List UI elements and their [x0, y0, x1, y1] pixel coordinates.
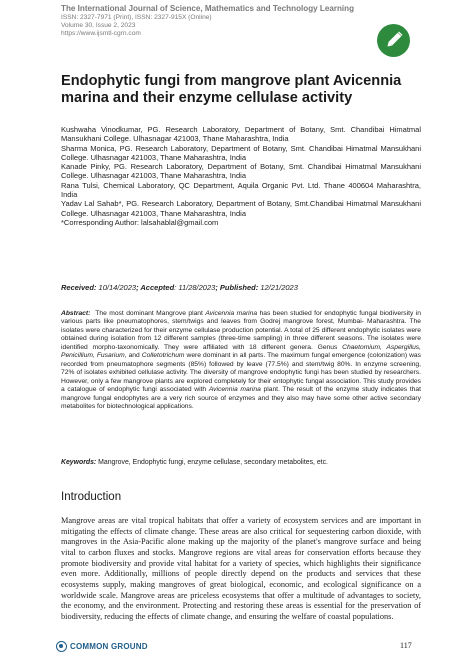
published-label: Published:: [219, 283, 259, 292]
keywords-label: Keywords:: [61, 459, 97, 466]
article-dates: Received: 10/14/2023; Accepted: 11/28/2023; Published: 12/21/2023: [61, 283, 298, 292]
article-title: Endophytic fungi from mangrove plant Avicennia marina and their enzyme cellulase activity: [61, 73, 402, 106]
publisher-logo: [56, 641, 148, 652]
accepted-date: 11/28/2023: [178, 283, 216, 292]
author-affiliation: Yadav Lal Sahab*, PG. Research Laboratory, Department of Botany, Smt.Chandibai Himatmal Mansukhani College. Ulhasnagar 421003, Thane Maharashtra, India: [61, 199, 421, 218]
journal-issn: ISSN: 2327-7971 (Print), ISSN: 2327-915X (Online): [61, 14, 212, 21]
abstract-genera: Chaetomium, Aspergillus, Penicillium, Fusarium,: [61, 343, 421, 360]
pencil-icon: [377, 24, 410, 57]
abstract-species: Avicennia marina: [205, 310, 258, 317]
journal-header: [61, 4, 381, 38]
abstract-text: were dominant in all parts. The maximum fungal emergence (colonization) was recorded from pneumatophore segments (85%) followed by leave (77.5%) and stem/twig 80%. In enzyme screening, 72% of isolates exhibited cellulase activity. The diversity of mangrove endophytic fungi has been studied by researchers. However, only a few mangrove plants are explored completely for their entophytic fungal association. This study provides a catalogue of endophytic fungi associated with: [61, 352, 421, 394]
received-date: 10/14/2023: [98, 283, 137, 292]
abstract-text: has been studied for endophytic fungal biodiversity in various parts like pneumatophores, stem/twigs and leaves from Godrej mangrove forest, Mumbai- Maharashtra. The isolates were characterized for their enzyme cellulase production potential. A total of 25 different endophytic isolates were obtained during isolation from 12 different samples (three-time sampling) in three different seasons. The isolates were identified morpho-taxonomically. They were affiliated with 18 different genera. Genus: [61, 310, 421, 351]
journal-logo: [377, 24, 410, 57]
intro-paragraph: Mangrove areas are vital tropical habitats that offer a variety of ecosystem services and are important in mitigating the effects of climate change. These areas are also critical for sequestering carbon dioxide, with mangroves in the Asia-Pacific alone making up the majority of the planet's mangrove surface and being vital to carbon fluxes and stocks. Mangrove regions are vital areas for conservation efforts because they promote biodiversity and provide vital habitat for a variety of species, which highlights their significance even more. Additionally, millions of people directly depend on the products and services that these ecosystems supply, making mangroves of great biological, economic, and ecological significance on a worldwide scale. Mangrove areas are priceless ecosystems that offer a multitude of advantages to society, the economy, and the environment. Protecting and restoring these areas is essential for the preservation of biodiversity, reducing the effects of climate change, and ensuring the welfare of coastal populations.: [61, 516, 421, 621]
author-affiliation: Kanade Pinky, PG. Research Laboratory, Department of Botany, Smt. Chandibai Himatmal Mansukhani College. Ulhasnagar 421003, Thane Maharashtra, India: [61, 162, 421, 181]
author-affiliation: Kushwaha Vinodkumar, PG. Research Laboratory, Department of Botany, Smt. Chandibai Himatmal Mansukhani College. Ulhasnagar 421003, Thane Maharashtra, India: [61, 125, 421, 144]
page-number: 117: [400, 641, 412, 650]
journal-title: The International Journal of Science, Mathematics and Technology Learning: [61, 4, 355, 13]
journal-url[interactable]: https://www.ijsmtl-cgrn.com: [61, 30, 141, 38]
author-list: [61, 125, 421, 227]
abstract-text: plant. The result of the enzyme study indicates that mangrove fungal endophytes are a very rich source of enzymes and they also may have some other active secondary metabolites for biotechnological applications.: [61, 386, 421, 410]
corresponding-author: *Corresponding Author: lalsahablal@gmail.com: [61, 217, 219, 227]
accepted-label: Accepted: [140, 283, 175, 292]
abstract-text: and: [126, 352, 142, 360]
published-date: 12/21/2023: [260, 283, 298, 292]
abstract-species: Avicennia marina: [208, 386, 261, 394]
keywords-text: Mangrove, Endophytic fungi, enzyme cellulase, secondary metabolites, etc.: [96, 459, 328, 466]
abstract-genus: Colletotrichum: [141, 352, 185, 360]
author-affiliation: Sharma Monica, PG. Research Laboratory, Department of Botany, Smt. Chandibai Himatmal Mansukhani College. Ulhasnagar 421003, Thane Maharashtra, India: [61, 143, 421, 162]
journal-volume: Volume 30, Issue 2, 2023: [61, 22, 136, 30]
keywords: [61, 459, 421, 466]
received-label: Received:: [61, 283, 97, 292]
publisher-name: COMMON GROUND: [70, 642, 148, 651]
abstract-label: Abstract:: [61, 310, 91, 317]
section-heading: Introduction: [61, 491, 122, 503]
abstract-text: The most dominant Mangrove plant: [95, 310, 206, 317]
common-ground-icon: [56, 641, 67, 652]
author-affiliation: Rana Tulsi, Chemical Laboratory, QC Department, Aquila Organic Pvt. Ltd. Thane 400604 Maharashtra, India: [61, 180, 421, 200]
abstract: [61, 310, 421, 411]
